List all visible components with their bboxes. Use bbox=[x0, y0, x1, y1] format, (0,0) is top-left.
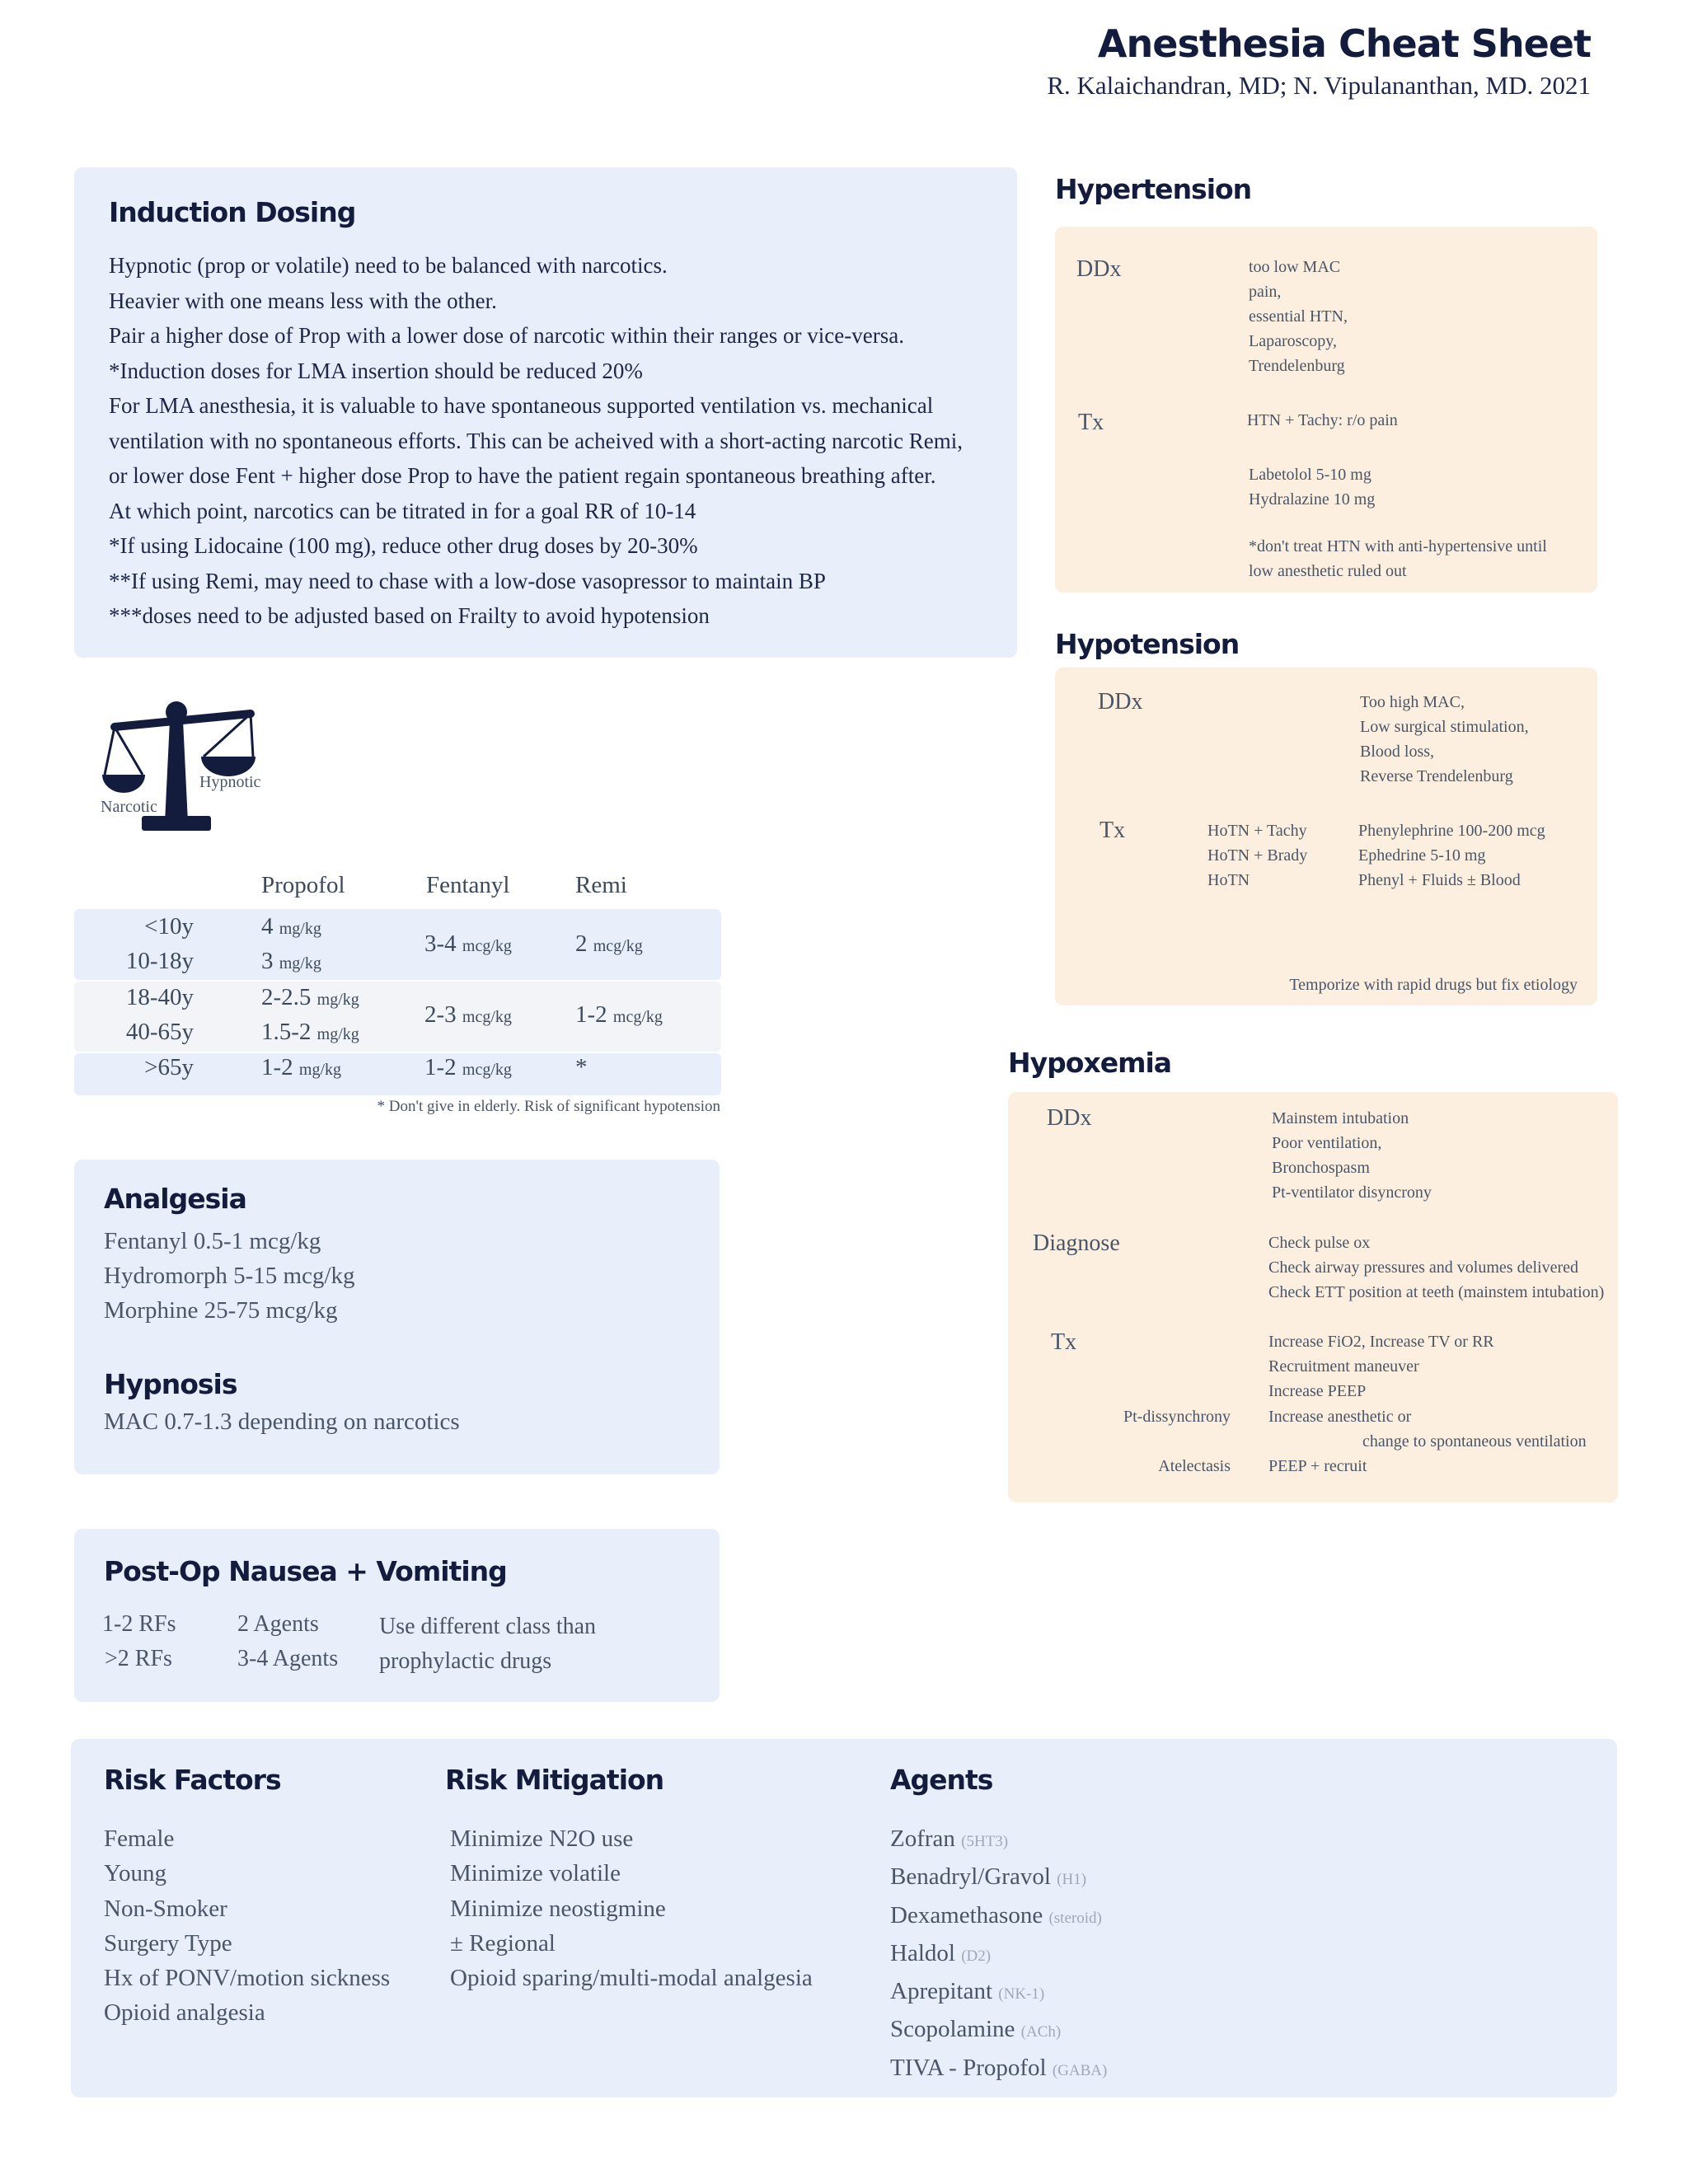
hypoxemia-dys-label: Pt-dissynchrony bbox=[1123, 1408, 1231, 1426]
ddx-item: Mainstem intubation bbox=[1272, 1109, 1409, 1127]
induction-heading: Induction Dosing bbox=[109, 196, 356, 228]
ddx-item: Too high MAC, bbox=[1360, 693, 1465, 711]
propofol-cell: 1.5-2 mg/kg bbox=[261, 1019, 359, 1045]
condition-item: HoTN + Brady bbox=[1207, 846, 1308, 865]
agent-item: Dexamethasone (steroid) bbox=[890, 1901, 1102, 1929]
induction-line: Pair a higher dose of Prop with a lower dose of narcotic within their ranges or vice-versa. bbox=[109, 323, 904, 348]
analgesia-panel bbox=[74, 1160, 720, 1474]
hypoxemia-diagnose-label: Diagnose bbox=[1033, 1230, 1120, 1256]
risk-mitigation-list bbox=[450, 1821, 813, 1995]
risk-factor-item: Surgery Type bbox=[104, 1929, 232, 1957]
propofol-cell: 2-2.5 mg/kg bbox=[261, 984, 359, 1010]
induction-line: At which point, narcotics can be titrated in for a goal RR of 10-14 bbox=[109, 498, 696, 523]
table-header-remi: Remi bbox=[575, 872, 627, 898]
induction-line: Hypnotic (prop or volatile) need to be balanced with narcotics. bbox=[109, 253, 668, 278]
risk-factor-item: Female bbox=[104, 1825, 175, 1852]
risk-factor-item: Opioid analgesia bbox=[104, 1999, 265, 2027]
hypertension-panel bbox=[1055, 227, 1597, 593]
hypotension-ddx-list bbox=[1360, 690, 1529, 789]
tx-item: Increase FiO2, Increase TV or RR bbox=[1268, 1333, 1494, 1351]
risk-factor-item: Young bbox=[104, 1860, 167, 1887]
hypoxemia-diagnose-list bbox=[1268, 1230, 1604, 1305]
agent-item: Aprepitant (NK-1) bbox=[890, 1978, 1045, 2005]
ponv-note-line: Use different class than bbox=[379, 1614, 597, 1639]
analgesia-heading: Analgesia bbox=[104, 1183, 246, 1215]
propofol-cell: 1-2 mg/kg bbox=[261, 1054, 342, 1080]
scale-label-narcotic: Narcotic bbox=[101, 798, 157, 816]
action-item: Phenylephrine 100-200 mcg bbox=[1358, 822, 1545, 840]
agent-item: TIVA - Propofol (GABA) bbox=[890, 2054, 1108, 2081]
fentanyl-cell: 1-2 mcg/kg bbox=[424, 1054, 512, 1080]
ponv-agent-count: 2 Agents bbox=[237, 1611, 319, 1637]
hypoxemia-dys-action: Increase anesthetic or bbox=[1268, 1408, 1412, 1426]
risk-factor-item: Non-Smoker bbox=[104, 1895, 227, 1922]
ddx-item: Trendelenburg bbox=[1249, 357, 1345, 375]
age-cell: 40-65y bbox=[125, 1019, 194, 1045]
ddx-item: too low MAC bbox=[1249, 258, 1341, 276]
ddx-item: Reverse Trendelenburg bbox=[1360, 767, 1513, 785]
ddx-item: Bronchospasm bbox=[1272, 1159, 1370, 1177]
table-header-propofol: Propofol bbox=[261, 872, 345, 898]
hypoxemia-ddx-label: DDx bbox=[1047, 1105, 1092, 1131]
dose-table bbox=[74, 865, 721, 1129]
age-cell: <10y bbox=[144, 913, 194, 940]
hypoxemia-heading: Hypoxemia bbox=[1008, 1047, 1172, 1079]
age-cell: 10-18y bbox=[125, 948, 194, 974]
induction-line: *Induction doses for LMA insertion should be reduced 20% bbox=[109, 358, 643, 383]
hypotension-tx-conditions bbox=[1207, 818, 1307, 893]
mitigation-item: Minimize N2O use bbox=[450, 1825, 634, 1852]
agent-item: Zofran (5HT3) bbox=[890, 1825, 1009, 1852]
hypertension-ddx-label: DDx bbox=[1076, 256, 1122, 282]
hypotension-heading: Hypotension bbox=[1055, 628, 1240, 660]
induction-line: Heavier with one means less with the other. bbox=[109, 288, 497, 313]
drug-item: Hydralazine 10 mg bbox=[1249, 490, 1376, 509]
tx-item: Increase PEEP bbox=[1268, 1382, 1367, 1400]
ponv-rf-item: 1-2 RFs bbox=[102, 1611, 176, 1637]
risk-factors-heading: Risk Factors bbox=[104, 1764, 281, 1796]
induction-line: ventilation with no spontaneous efforts. This can be acheived with a short-acting narcotic Remi, bbox=[109, 428, 963, 453]
action-item: Ephedrine 5-10 mg bbox=[1358, 846, 1486, 865]
propofol-cell: 3 mg/kg bbox=[261, 948, 321, 974]
age-cell: 18-40y bbox=[125, 984, 194, 1010]
ponv-agent-count: 3-4 Agents bbox=[237, 1646, 339, 1671]
age-cell: >65y bbox=[144, 1054, 194, 1080]
condition-item: HoTN bbox=[1207, 871, 1250, 889]
hypotension-panel bbox=[1055, 668, 1597, 1005]
agent-item: Benadryl/Gravol (H1) bbox=[890, 1863, 1087, 1891]
risk-panel bbox=[71, 1739, 1617, 2097]
hypoxemia-tx-list bbox=[1268, 1329, 1494, 1404]
ddx-item: Poor ventilation, bbox=[1272, 1134, 1382, 1152]
hypnosis-line: MAC 0.7-1.3 depending on narcotics bbox=[104, 1408, 460, 1435]
hypotension-tx-label: Tx bbox=[1100, 818, 1126, 843]
analgesia-list bbox=[104, 1224, 354, 1328]
induction-line: For LMA anesthesia, it is valuable to have spontaneous supported ventilation vs. mechanical bbox=[109, 393, 934, 418]
ddx-item: Laparoscopy, bbox=[1249, 332, 1337, 350]
hypoxemia-atel-label: Atelectasis bbox=[1158, 1457, 1231, 1475]
hypoxemia-panel bbox=[1008, 1092, 1618, 1502]
diagnose-item: Check airway pressures and volumes delivered bbox=[1268, 1258, 1578, 1277]
agent-item: Haldol (D2) bbox=[890, 1939, 992, 1966]
ddx-item: essential HTN, bbox=[1249, 307, 1348, 326]
ponv-panel bbox=[74, 1529, 720, 1702]
agents-heading: Agents bbox=[890, 1764, 993, 1796]
ponv-note bbox=[379, 1610, 596, 1679]
fentanyl-cell: 3-4 mcg/kg bbox=[424, 930, 512, 957]
ddx-item: Pt-ventilator disyncrony bbox=[1272, 1183, 1432, 1202]
risk-mitigation-heading: Risk Mitigation bbox=[445, 1764, 664, 1796]
note-line: low anesthetic ruled out bbox=[1249, 562, 1407, 580]
ponv-agents bbox=[237, 1607, 338, 1676]
hypoxemia-ddx-list bbox=[1272, 1106, 1432, 1205]
remi-cell: 1-2 mcg/kg bbox=[575, 1001, 663, 1028]
ponv-note-line: prophylactic drugs bbox=[379, 1648, 552, 1674]
induction-line: or lower dose Fent + higher dose Prop to have the patient regain spontaneous breathing after. bbox=[109, 463, 936, 488]
ddx-item: Low surgical stimulation, bbox=[1360, 718, 1529, 736]
hypoxemia-atel-action: PEEP + recruit bbox=[1268, 1457, 1367, 1475]
action-item: Phenyl + Fluids ± Blood bbox=[1358, 871, 1521, 889]
agents-list bbox=[890, 1821, 1107, 2088]
table-footnote: * Don't give in elderly. Risk of significant hypotension bbox=[377, 1098, 720, 1115]
diagnose-item: Check pulse ox bbox=[1268, 1234, 1371, 1252]
hypertension-note bbox=[1249, 534, 1547, 583]
scale-label-hypnotic: Hypnotic bbox=[199, 773, 261, 791]
ddx-item: pain, bbox=[1249, 283, 1282, 301]
condition-item: HoTN + Tachy bbox=[1207, 822, 1307, 840]
table-header-fentanyl: Fentanyl bbox=[426, 872, 510, 898]
page-title: Anesthesia Cheat Sheet bbox=[1097, 21, 1591, 66]
hypoxemia-tx-label: Tx bbox=[1051, 1329, 1077, 1355]
propofol-cell: 4 mg/kg bbox=[261, 913, 321, 940]
analgesia-item: Fentanyl 0.5-1 mcg/kg bbox=[104, 1228, 321, 1254]
fentanyl-cell: 2-3 mcg/kg bbox=[424, 1001, 512, 1028]
hypotension-note: Temporize with rapid drugs but fix etiology bbox=[1289, 976, 1578, 994]
tx-item: Recruitment maneuver bbox=[1268, 1357, 1419, 1376]
remi-cell: 2 mcg/kg bbox=[575, 930, 643, 957]
induction-line: **If using Remi, may need to chase with a low-dose vasopressor to maintain BP bbox=[109, 568, 826, 593]
remi-cell: * bbox=[575, 1054, 588, 1080]
risk-factors-list bbox=[104, 1821, 390, 2031]
authors: R. Kalaichandran, MD; N. Vipulananthan, MD. 2021 bbox=[1047, 71, 1591, 100]
analgesia-item: Morphine 25-75 mcg/kg bbox=[104, 1297, 338, 1324]
induction-line: ***doses need to be adjusted based on Frailty to avoid hypotension bbox=[109, 603, 710, 628]
hypertension-tx-label: Tx bbox=[1078, 410, 1104, 435]
mitigation-item: Opioid sparing/multi-modal analgesia bbox=[450, 1965, 813, 1992]
induction-line: *If using Lidocaine (100 mg), reduce other drug doses by 20-30% bbox=[109, 533, 698, 558]
hypertension-drugs bbox=[1249, 462, 1375, 512]
ponv-rfs bbox=[101, 1607, 176, 1676]
hypertension-tx: HTN + Tachy: r/o pain bbox=[1247, 411, 1398, 429]
analgesia-item: Hydromorph 5-15 mcg/kg bbox=[104, 1263, 355, 1289]
ddx-item: Blood loss, bbox=[1360, 743, 1435, 761]
hypotension-tx-actions bbox=[1358, 818, 1545, 893]
diagnose-item: Check ETT position at teeth (mainstem intubation) bbox=[1268, 1283, 1605, 1301]
hypertension-heading: Hypertension bbox=[1055, 173, 1252, 205]
mitigation-item: Minimize neostigmine bbox=[450, 1895, 666, 1922]
ponv-heading: Post-Op Nausea + Vomiting bbox=[104, 1555, 507, 1587]
hypnosis-heading: Hypnosis bbox=[104, 1368, 237, 1400]
induction-text bbox=[109, 248, 963, 634]
agent-item: Scopolamine (ACh) bbox=[890, 2016, 1062, 2043]
note-line: *don't treat HTN with anti-hypertensive until bbox=[1249, 537, 1547, 555]
hypertension-ddx-list bbox=[1249, 255, 1348, 378]
hypotension-ddx-label: DDx bbox=[1098, 689, 1143, 715]
hypoxemia-dys-action: change to spontaneous ventilation bbox=[1362, 1432, 1587, 1451]
risk-factor-item: Hx of PONV/motion sickness bbox=[104, 1965, 391, 1992]
induction-dosing-panel bbox=[74, 167, 1017, 658]
mitigation-item: ± Regional bbox=[450, 1929, 556, 1957]
ponv-rf-item: >2 RFs bbox=[105, 1646, 172, 1671]
mitigation-item: Minimize volatile bbox=[450, 1860, 621, 1887]
drug-item: Labetolol 5-10 mg bbox=[1249, 466, 1372, 484]
